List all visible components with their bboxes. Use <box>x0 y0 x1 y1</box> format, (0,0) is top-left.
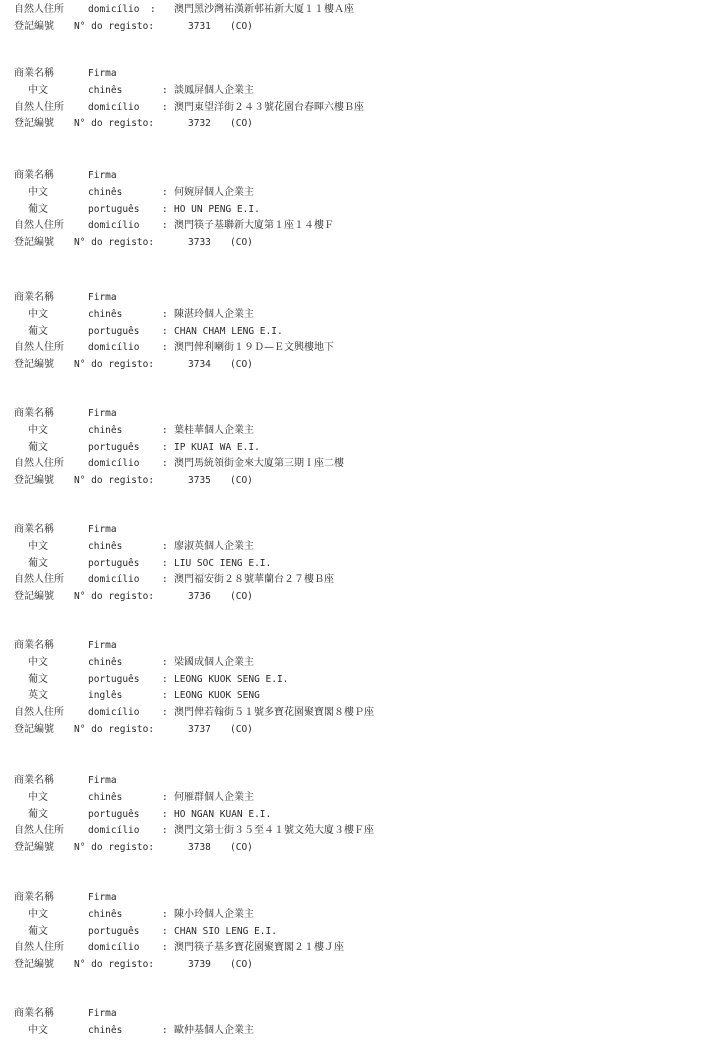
chinese-name-row <box>0 1023 705 1039</box>
field-colon: : <box>162 557 168 569</box>
domicile-label-cn: 自然人住所 <box>14 4 64 15</box>
domicile-value: 澳門黑沙灣祐漢新邨祐新大厦１１樓Ａ座 <box>174 4 354 15</box>
firm-label-cn: 商業名稱 <box>14 292 54 303</box>
registration-row <box>0 589 705 605</box>
domicile-label-pt: domicílio <box>88 342 140 354</box>
domicile-row <box>0 2 705 18</box>
chinese-label-pt: chinês <box>88 908 123 920</box>
registration-label-cn: 登記編號 <box>14 20 54 32</box>
domicile-row <box>0 100 705 116</box>
firm-label-cn: 商業名稱 <box>14 170 54 181</box>
field-colon: : <box>162 540 168 552</box>
chinese-name-value: 何雁群個人企業主 <box>174 791 254 803</box>
field-colon: : <box>162 186 168 198</box>
chinese-name-value: 陳湛玲個人企業主 <box>174 308 254 320</box>
domicile-value: 澳門筷子基多寶花園聚寶閣２１樓Ｊ座 <box>174 942 344 954</box>
chinese-name-row <box>0 907 705 923</box>
field-colon: : <box>162 942 168 954</box>
portuguese-label-pt: português <box>88 325 140 337</box>
firm-label-cn: 商業名稱 <box>14 892 54 903</box>
firm-label-pt: Firma <box>88 292 117 303</box>
firm-label-cn: 商業名稱 <box>14 775 54 786</box>
registration-suffix: (CO) <box>230 20 253 32</box>
registration-number: 3736 <box>188 591 211 603</box>
field-colon: : <box>162 707 168 719</box>
chinese-label-pt: chinês <box>88 791 123 803</box>
firm-label-cn: 商業名稱 <box>14 524 54 535</box>
chinese-label-pt: chinês <box>88 1024 123 1036</box>
registration-number: 3737 <box>188 724 211 735</box>
chinese-name-value: 梁國成個人企業主 <box>174 656 254 668</box>
registration-suffix: (CO) <box>230 359 253 371</box>
english-label-pt: inglês <box>88 690 123 702</box>
field-colon: : <box>162 220 168 232</box>
portuguese-label-cn: 葡文 <box>28 441 48 453</box>
portuguese-label-cn: 葡文 <box>28 325 48 337</box>
portuguese-label-pt: português <box>88 925 140 937</box>
firm-label-pt: Firma <box>88 775 117 786</box>
domicile-label-cn: 自然人住所 <box>14 707 64 719</box>
portuguese-name-row <box>0 924 705 940</box>
registration-label-pt: N° do registo: <box>74 724 155 735</box>
registration-label-cn: 登記編號 <box>14 359 54 371</box>
chinese-name-value: 歐仲基個人企業主 <box>174 1024 254 1036</box>
portuguese-name-row <box>0 202 705 218</box>
registration-label-cn: 登記編號 <box>14 959 54 971</box>
registration-label-pt: N° do registo: <box>74 842 155 854</box>
field-colon: : <box>162 574 168 586</box>
domicile-label-cn: 自然人住所 <box>14 574 64 586</box>
firm-header-row <box>0 890 705 906</box>
chinese-name-row <box>0 655 705 671</box>
registration-label-cn: 登記編號 <box>14 118 54 130</box>
chinese-label-pt: chinês <box>88 186 123 198</box>
field-colon: : <box>162 690 168 702</box>
domicile-value: 澳門福安街２８號華蘭台２７樓Ｂ座 <box>174 574 334 586</box>
domicile-row <box>0 823 705 839</box>
portuguese-label-pt: português <box>88 557 140 569</box>
registration-row <box>0 957 705 973</box>
firm-label-cn: 商業名稱 <box>14 68 54 79</box>
domicile-row <box>0 572 705 588</box>
field-colon: : <box>162 458 168 470</box>
firm-header-row <box>0 168 705 184</box>
domicile-row <box>0 456 705 472</box>
registration-number: 3732 <box>188 118 211 130</box>
registration-label-pt: N° do registo: <box>74 20 155 32</box>
portuguese-name-value: HO UN PENG E.I. <box>174 203 260 215</box>
chinese-name-row <box>0 539 705 555</box>
firm-label-pt: Firma <box>88 524 117 535</box>
domicile-label-cn: 自然人住所 <box>14 342 64 354</box>
chinese-name-value: 廖淑英個人企業主 <box>174 540 254 552</box>
domicile-label-cn: 自然人住所 <box>14 101 64 113</box>
domicile-row <box>0 340 705 356</box>
registration-suffix: (CO) <box>230 842 253 854</box>
registration-suffix: (CO) <box>230 959 253 971</box>
field-colon: : <box>162 791 168 803</box>
registration-suffix: (CO) <box>230 724 253 735</box>
registration-label-pt: N° do registo: <box>74 591 155 603</box>
registration-label-cn: 登記編號 <box>14 842 54 854</box>
portuguese-label-cn: 葡文 <box>28 925 48 937</box>
portuguese-name-row <box>0 324 705 340</box>
registration-row <box>0 357 705 373</box>
firm-label-cn: 商業名稱 <box>14 408 54 419</box>
firm-header-row <box>0 1006 705 1022</box>
chinese-label-cn: 中文 <box>28 424 48 436</box>
domicile-label-pt: domicílio <box>88 574 140 586</box>
registration-label-pt: N° do registo: <box>74 237 155 249</box>
english-name-row <box>0 688 705 704</box>
portuguese-label-cn: 葡文 <box>28 808 48 820</box>
portuguese-name-row <box>0 440 705 456</box>
domicile-value: 澳門筷子基聯新大廈第１座１４樓Ｆ <box>174 220 334 232</box>
domicile-label-pt: domicílio <box>88 101 140 113</box>
registration-suffix: (CO) <box>230 475 253 487</box>
chinese-label-pt: chinês <box>88 84 123 96</box>
registration-suffix: (CO) <box>230 591 253 603</box>
field-colon: : <box>162 908 168 920</box>
portuguese-name-value: CHAN CHAM LENG E.I. <box>174 325 283 337</box>
chinese-label-cn: 中文 <box>28 308 48 320</box>
portuguese-name-row <box>0 672 705 688</box>
english-name-value: LEONG KUOK SENG <box>174 690 260 702</box>
firm-label-cn: 商業名稱 <box>14 640 54 651</box>
chinese-name-value: 陳小玲個人企業主 <box>174 908 254 920</box>
chinese-label-cn: 中文 <box>28 908 48 920</box>
chinese-name-row <box>0 307 705 323</box>
field-colon: : <box>162 101 168 113</box>
firm-header-row <box>0 522 705 538</box>
chinese-label-pt: chinês <box>88 424 123 436</box>
portuguese-name-value: LIU SOC IENG E.I. <box>174 557 272 569</box>
registration-row <box>0 840 705 856</box>
chinese-name-value: 葉桂華個人企業主 <box>174 424 254 436</box>
domicile-row <box>0 705 705 721</box>
firm-header-row <box>0 638 705 654</box>
firm-label-pt: Firma <box>88 68 117 79</box>
registration-number: 3735 <box>188 475 211 487</box>
registration-label-cn: 登記編號 <box>14 591 54 603</box>
firm-header-row <box>0 66 705 82</box>
domicile-label-pt: domicílio <box>88 4 140 15</box>
english-label-cn: 英文 <box>28 690 48 702</box>
registration-row <box>0 19 705 35</box>
domicile-label-pt: domicílio <box>88 825 140 837</box>
registration-suffix: (CO) <box>230 118 253 130</box>
domicile-value: 澳門文第士街３５至４１號文苑大廈３樓Ｆ座 <box>174 825 374 837</box>
chinese-name-row <box>0 185 705 201</box>
chinese-name-row <box>0 83 705 99</box>
domicile-label-pt: domicílio <box>88 220 140 232</box>
firm-label-pt: Firma <box>88 1008 117 1019</box>
registration-number: 3738 <box>188 842 211 854</box>
registration-label-pt: N° do registo: <box>74 118 155 130</box>
chinese-label-cn: 中文 <box>28 186 48 198</box>
firm-label-cn: 商業名稱 <box>14 1008 54 1019</box>
portuguese-name-value: HO NGAN KUAN E.I. <box>174 808 272 820</box>
portuguese-name-row <box>0 807 705 823</box>
field-colon: : <box>162 808 168 820</box>
firm-header-row <box>0 290 705 306</box>
domicile-label-cn: 自然人住所 <box>14 942 64 954</box>
registration-number: 3739 <box>188 959 211 971</box>
chinese-label-cn: 中文 <box>28 84 48 96</box>
chinese-label-pt: chinês <box>88 540 123 552</box>
domicile-row <box>0 218 705 234</box>
chinese-name-row <box>0 423 705 439</box>
domicile-value: 澳門東望洋街２４３號花園台春暉六樓Ｂ座 <box>174 101 364 113</box>
portuguese-label-cn: 葡文 <box>28 203 48 215</box>
chinese-name-value: 談鳳屏個人企業主 <box>174 84 254 96</box>
registration-number: 3731 <box>188 20 211 32</box>
chinese-name-row <box>0 790 705 806</box>
field-colon: : <box>150 4 156 15</box>
domicile-label-pt: domicílio <box>88 707 140 719</box>
registration-label-pt: N° do registo: <box>74 475 155 487</box>
field-colon: : <box>162 656 168 668</box>
firm-label-pt: Firma <box>88 170 117 181</box>
firm-header-row <box>0 406 705 422</box>
domicile-label-pt: domicílio <box>88 942 140 954</box>
portuguese-label-pt: português <box>88 673 140 685</box>
chinese-label-pt: chinês <box>88 656 123 668</box>
chinese-name-value: 何婉屏個人企業主 <box>174 186 254 198</box>
registration-number: 3733 <box>188 237 211 249</box>
registration-number: 3734 <box>188 359 211 371</box>
registration-label-cn: 登記編號 <box>14 724 54 735</box>
firm-label-pt: Firma <box>88 640 117 651</box>
firm-label-pt: Firma <box>88 408 117 419</box>
field-colon: : <box>162 203 168 215</box>
chinese-label-cn: 中文 <box>28 1024 48 1036</box>
registration-label-pt: N° do registo: <box>74 359 155 371</box>
portuguese-label-cn: 葡文 <box>28 673 48 685</box>
field-colon: : <box>162 308 168 320</box>
registration-row <box>0 473 705 489</box>
field-colon: : <box>162 1024 168 1036</box>
portuguese-label-pt: português <box>88 808 140 820</box>
portuguese-label-cn: 葡文 <box>28 557 48 569</box>
portuguese-name-value: LEONG KUOK SENG E.I. <box>174 673 289 685</box>
chinese-label-cn: 中文 <box>28 540 48 552</box>
domicile-label-cn: 自然人住所 <box>14 825 64 837</box>
portuguese-name-row <box>0 556 705 572</box>
chinese-label-pt: chinês <box>88 308 123 320</box>
portuguese-label-pt: português <box>88 203 140 215</box>
portuguese-label-pt: português <box>88 441 140 453</box>
portuguese-name-value: CHAN SIO LENG E.I. <box>174 925 277 937</box>
field-colon: : <box>162 325 168 337</box>
registration-row <box>0 235 705 251</box>
field-colon: : <box>162 441 168 453</box>
chinese-label-cn: 中文 <box>28 656 48 668</box>
domicile-value: 澳門俾利喇街１９Ｄ—Ｅ文興樓地下 <box>174 342 334 354</box>
domicile-value: 澳門馬統領街金來大廈第三期Ｉ座二樓 <box>174 458 344 470</box>
field-colon: : <box>162 825 168 837</box>
domicile-row <box>0 940 705 956</box>
field-colon: : <box>162 84 168 96</box>
field-colon: : <box>162 673 168 685</box>
domicile-value: 澳門俾若翰街５１號多寶花園聚寶閣８樓Ｐ座 <box>174 707 374 719</box>
portuguese-name-value: IP KUAI WA E.I. <box>174 441 260 453</box>
registration-label-cn: 登記編號 <box>14 475 54 487</box>
domicile-label-cn: 自然人住所 <box>14 458 64 470</box>
registration-label-cn: 登記編號 <box>14 237 54 249</box>
registration-row <box>0 116 705 132</box>
field-colon: : <box>162 925 168 937</box>
domicile-label-cn: 自然人住所 <box>14 220 64 232</box>
chinese-label-cn: 中文 <box>28 791 48 803</box>
field-colon: : <box>162 342 168 354</box>
registration-label-pt: N° do registo: <box>74 959 155 971</box>
field-colon: : <box>162 424 168 436</box>
firm-header-row <box>0 773 705 789</box>
domicile-label-pt: domicílio <box>88 458 140 470</box>
registration-row <box>0 722 705 738</box>
firm-label-pt: Firma <box>88 892 117 903</box>
registration-suffix: (CO) <box>230 237 253 249</box>
